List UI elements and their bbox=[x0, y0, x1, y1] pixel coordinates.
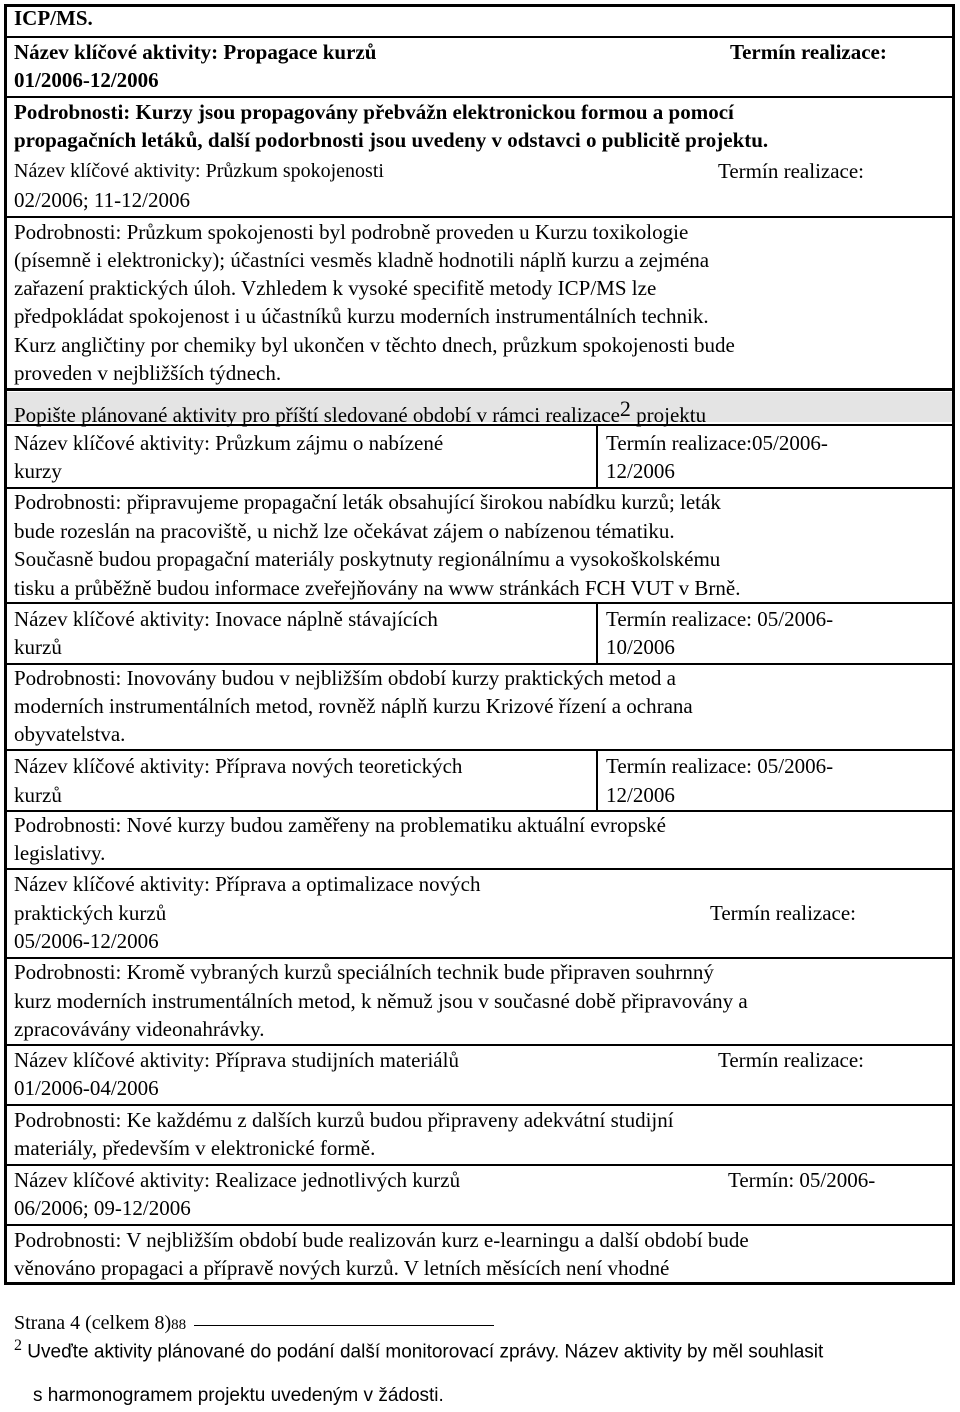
section-heading-tail: projektu bbox=[630, 403, 707, 427]
row-divider bbox=[7, 602, 952, 604]
row-divider bbox=[7, 749, 952, 751]
footnote-mark: 2 bbox=[14, 1337, 22, 1354]
column-divider bbox=[596, 425, 598, 487]
details-line: Současně budou propagační materiály poskytnuty regionálnímu a vysokoškolskému bbox=[14, 547, 721, 571]
details-line: Podrobnosti: V nejbližším období bude realizován kurz e-learningu a další období bude bbox=[14, 1228, 749, 1252]
details-line: Kurz angličtiny por chemiky byl ukončen v těchto dnech, průzkum spokojenosti bude bbox=[14, 333, 735, 357]
activity-term-value: 12/2006 bbox=[606, 459, 675, 483]
activity-term-label: Termín realizace: bbox=[718, 159, 865, 183]
activity-term-label: Termín realizace: bbox=[730, 40, 887, 64]
activity-name: Název klíčové aktivity: Průzkum spokojenosti bbox=[14, 160, 384, 182]
page-number bbox=[14, 1312, 186, 1335]
details-line: Podrobnosti: Průzkum spokojenosti byl podrobně proveden u Kurzu toxikologie bbox=[14, 220, 689, 244]
details-line: věnováno propagaci a přípravě nových kurzů. V letních měsících není vhodné bbox=[14, 1256, 670, 1280]
details-line: zařazení praktických úloh. Vzhledem k vysoké specifitě metody ICP/MS lze bbox=[14, 276, 657, 300]
text-line: ICP/MS. bbox=[14, 6, 93, 30]
activity-name: kurzů bbox=[14, 783, 62, 807]
activity-term-label: Termín realizace: 05/2006- bbox=[606, 754, 834, 778]
footnote-ref: 2 bbox=[619, 396, 631, 421]
details-line: materiály, především v elektronické formě. bbox=[14, 1136, 376, 1160]
activity-term-value: 01/2006-12/2006 bbox=[14, 68, 159, 92]
details-line: moderních instrumentálních metod, rovněž náplň kurzu Krizové řízení a ochrana bbox=[14, 694, 693, 718]
row-divider bbox=[7, 424, 952, 426]
page-code: 88 bbox=[171, 1317, 187, 1333]
activity-name: Název klíčové aktivity: Průzkum zájmu o nabízené bbox=[14, 431, 444, 455]
details-line: obyvatelstva. bbox=[14, 722, 126, 746]
activity-term-value: 02/2006; 11-12/2006 bbox=[14, 188, 190, 212]
activity-term-value: 06/2006; 09-12/2006 bbox=[14, 1196, 191, 1220]
details-line: bude rozeslán na pracoviště, u nichž lze očekávat zájem o nabízenou tématiku. bbox=[14, 519, 675, 543]
section-heading-main: Popište plánované aktivity pro příští sledované období v rámci realizace bbox=[14, 403, 620, 427]
activity-name: kurzů bbox=[14, 635, 62, 659]
activity-name: kurzy bbox=[14, 459, 62, 483]
activity-term-value: 12/2006 bbox=[606, 783, 675, 807]
details-line: předpokládat spokojenost i u účastníků kurzu moderních instrumentálních technik. bbox=[14, 304, 709, 328]
column-divider bbox=[596, 750, 598, 810]
details-line: Podrobnosti: Kromě vybraných kurzů speciálních technik bude připraven souhrnný bbox=[14, 960, 714, 984]
details-line: propagačních letáků, další podorbnosti jsou uvedeny v odstavci o publicitě projektu. bbox=[14, 128, 769, 152]
footnote-separator bbox=[194, 1325, 494, 1326]
details-line: Podrobnosti: Inovovány budou v nejbližším období kurzy praktických metod a bbox=[14, 666, 676, 690]
details-line: Podrobnosti: Ke každému z dalších kurzů budou připraveny adekvátní studijní bbox=[14, 1108, 674, 1132]
details-line: Podrobnosti: připravujeme propagační leták obsahující širokou nabídku kurzů; leták bbox=[14, 490, 721, 514]
activity-term-label: Termín realizace: 05/2006- bbox=[606, 607, 834, 631]
activity-term-label: Termín realizace: bbox=[718, 1048, 865, 1072]
activity-name: praktických kurzů bbox=[14, 901, 167, 925]
row-divider bbox=[7, 388, 952, 391]
activity-term-label: Termín realizace:05/2006- bbox=[606, 431, 828, 455]
activity-term-value: 01/2006-04/2006 bbox=[14, 1076, 159, 1100]
column-divider bbox=[596, 603, 598, 663]
footnote bbox=[14, 1337, 823, 1363]
details-line: Podrobnosti: Nové kurzy budou zaměřeny na problematiku aktuální evropské bbox=[14, 813, 667, 837]
details-line: kurz moderních instrumentálních metod, k němuž jsou v současné době připravovány a bbox=[14, 989, 748, 1013]
activity-term-value: 05/2006-12/2006 bbox=[14, 929, 159, 953]
details-line: tisku a průběžně budou informace zveřejňovány na www stránkách FCH VUT v Brně. bbox=[14, 576, 741, 600]
activity-name: Název klíčové aktivity: Inovace náplně stávajících bbox=[14, 607, 438, 631]
activity-name: Název klíčové aktivity: Příprava nových teoretických bbox=[14, 754, 463, 778]
activity-term-label: Termín realizace: bbox=[710, 901, 857, 925]
page-label: Strana 4 (celkem 8) bbox=[14, 1312, 172, 1334]
details-line: proveden v nejbližších týdnech. bbox=[14, 361, 282, 385]
activity-name: Název klíčové aktivity: Propagace kurzů bbox=[14, 40, 377, 64]
activity-name: Název klíčové aktivity: Příprava studijních materiálů bbox=[14, 1048, 459, 1072]
details-line: legislativy. bbox=[14, 841, 106, 865]
activity-name: Název klíčové aktivity: Realizace jednotlivých kurzů bbox=[14, 1168, 461, 1192]
details-line: (písemně i elektronicky); účastníci vesměs kladně hodnotili náplň kurzu a zejména bbox=[14, 248, 710, 272]
footnote-text: Uveďte aktivity plánované do podání další monitorovací zprávy. Název aktivity by měl souhlasit bbox=[22, 1341, 824, 1363]
activity-term-label: Termín: 05/2006- bbox=[728, 1168, 876, 1192]
details-line: zpracovávány videonahrávky. bbox=[14, 1017, 265, 1041]
activity-name: Název klíčové aktivity: Příprava a optimalizace nových bbox=[14, 872, 481, 896]
details-line: Podrobnosti: Kurzy jsou propagovány přebvážn elektronickou formou a pomocí bbox=[14, 100, 734, 124]
footnote-continued: s harmonogramem projektu uvedeným v žádosti. bbox=[33, 1385, 444, 1406]
activity-term-value: 10/2006 bbox=[606, 635, 675, 659]
